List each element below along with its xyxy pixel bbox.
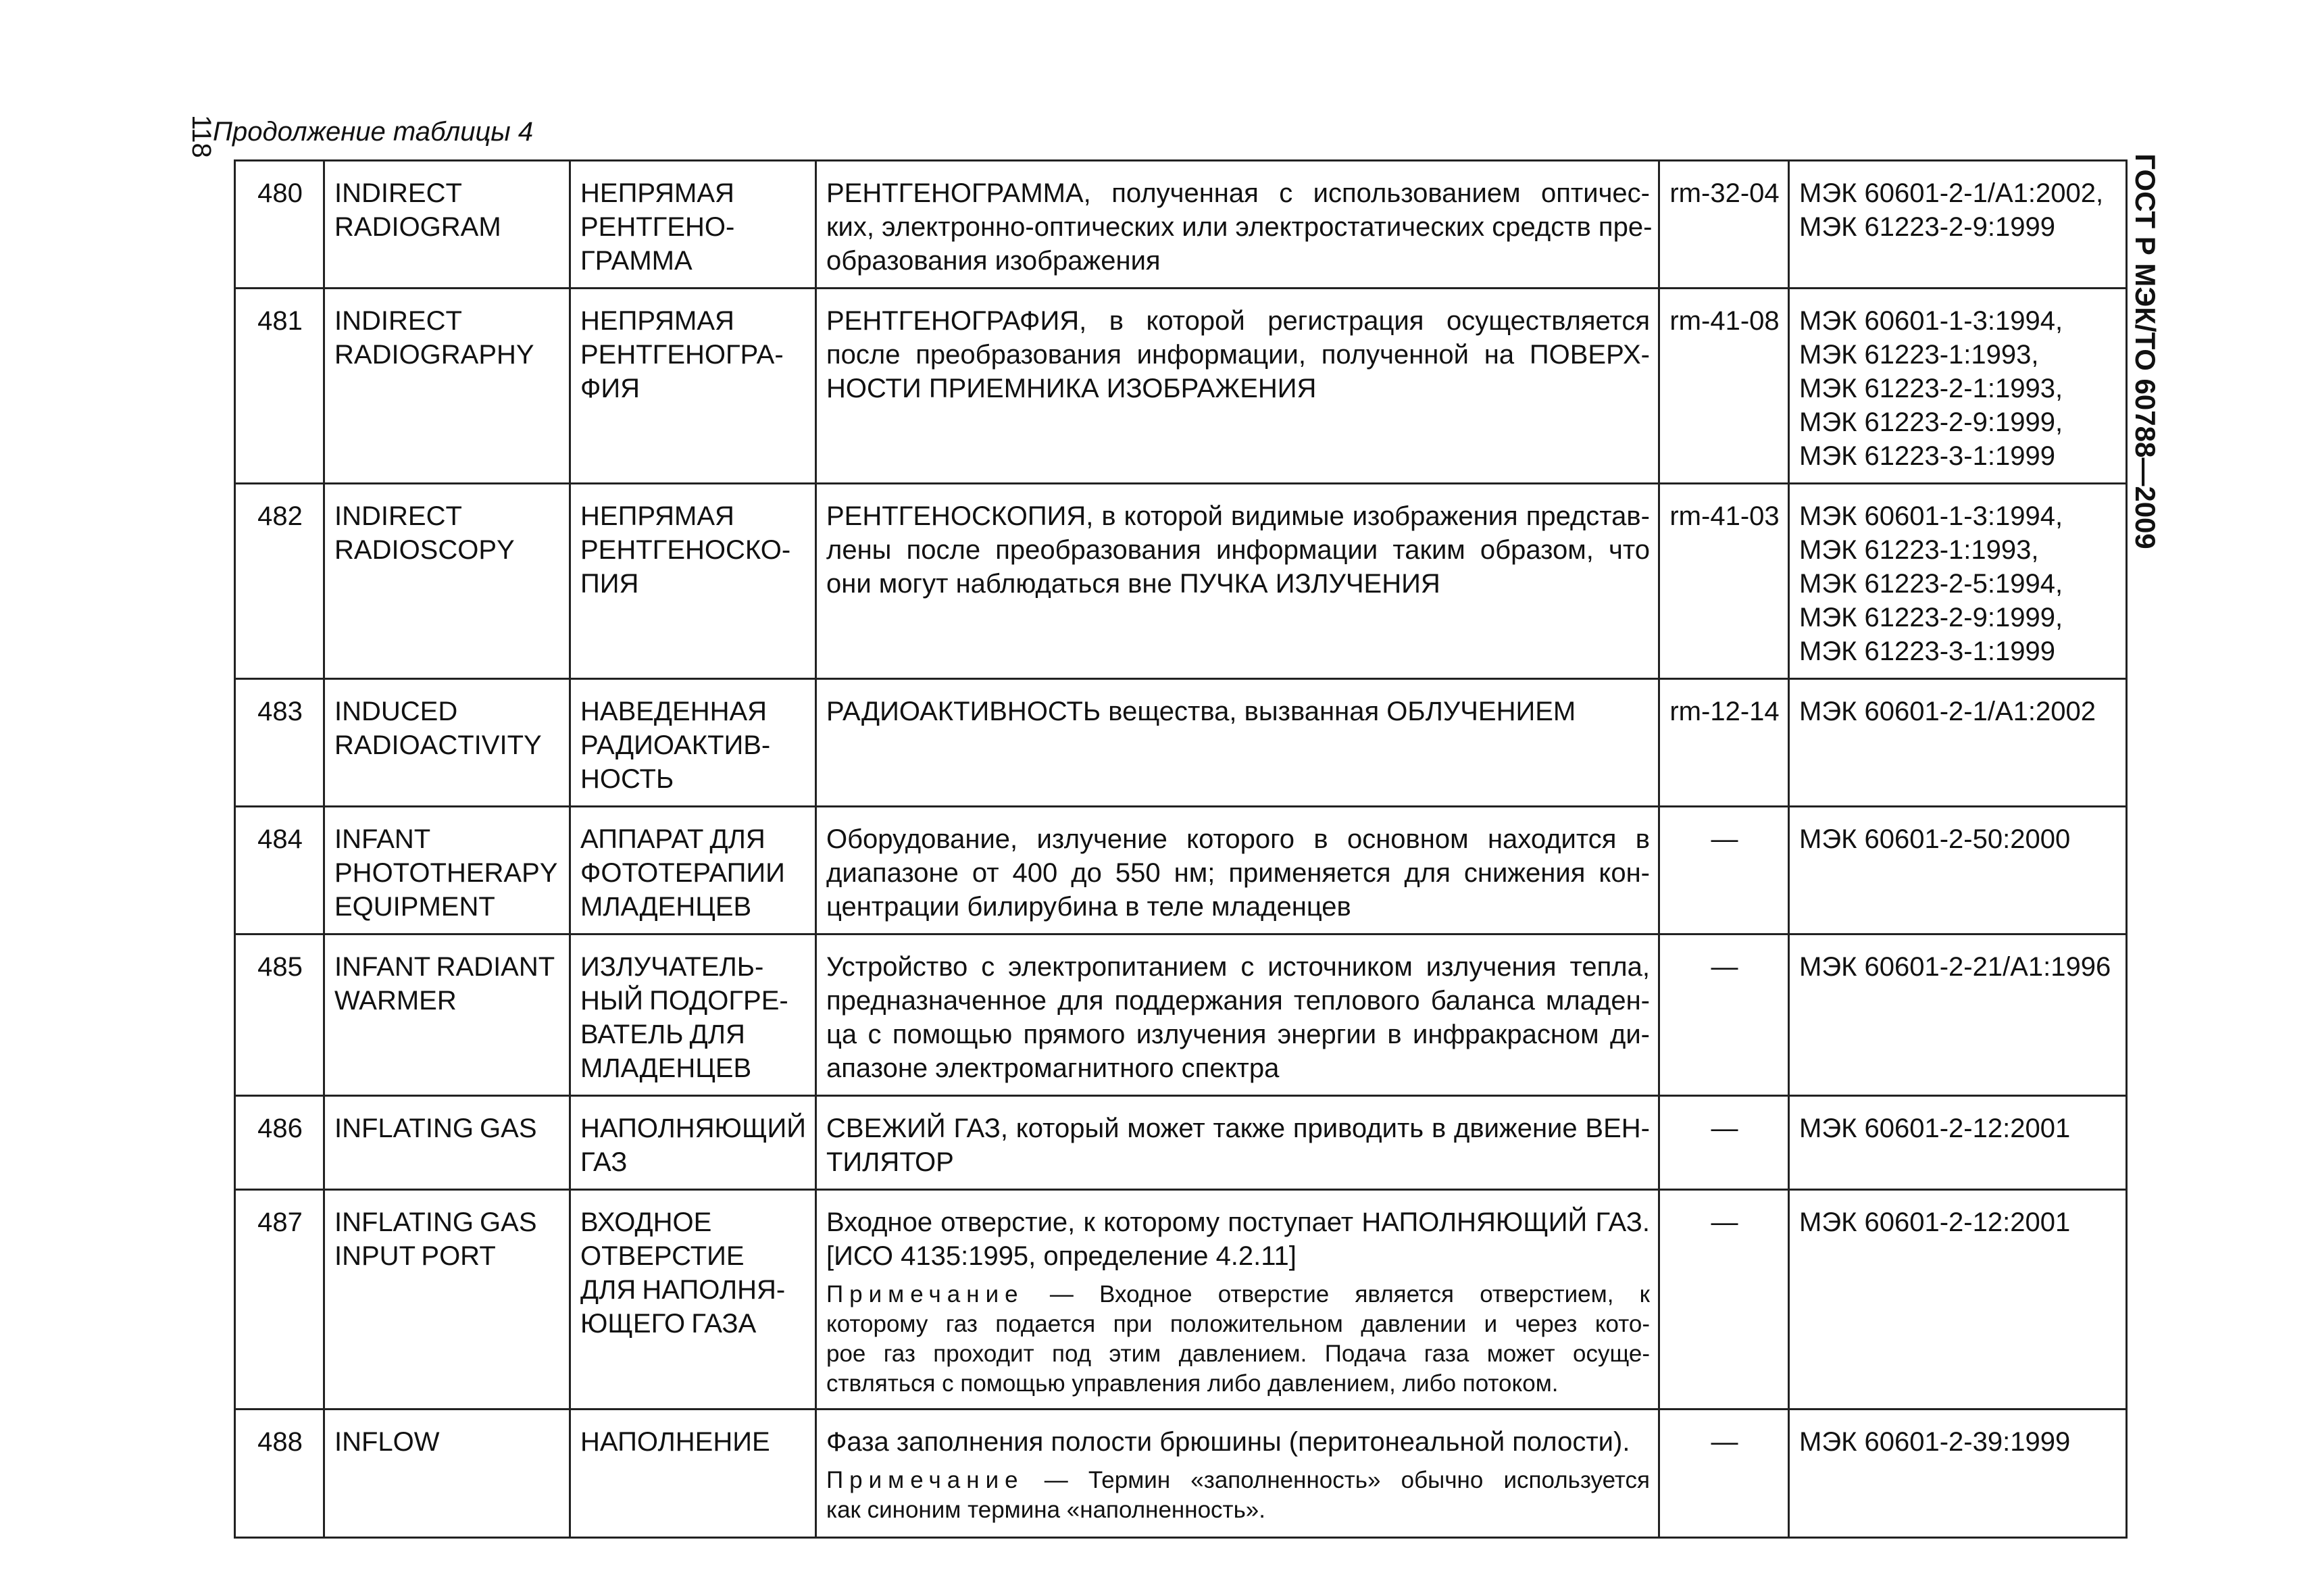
note-line	[826, 1280, 1650, 1310]
term-russian-line: РЕНТГЕНО-	[580, 212, 735, 242]
term-russian-line: МЛАДЕНЦЕВ	[580, 892, 752, 922]
term-russian	[570, 484, 816, 679]
term-russian-line: АППАРАТ ДЛЯ	[580, 824, 765, 854]
term-code: rm-12-14	[1659, 679, 1789, 807]
term-definition	[816, 1096, 1659, 1190]
term-russian-line: РАДИОАКТИВ-	[580, 730, 771, 760]
note-line: ствляться с помощью управления либо давлением, либо потоком.	[826, 1370, 1559, 1397]
definition-line: РЕНТГЕНОСКОПИЯ, в которой видимые изображения представ-	[826, 501, 1650, 531]
term-russian	[570, 1096, 816, 1190]
term-number: 488	[235, 1410, 324, 1538]
term-definition	[816, 161, 1659, 289]
note-prefix: Примечание	[826, 1467, 1024, 1493]
definition-line: предназначенное для поддержания теплового баланса младен-	[826, 986, 1650, 1016]
reference-line: МЭК 60601-1-3:1994,	[1799, 306, 2063, 336]
table-row	[235, 484, 2127, 679]
term-english	[324, 289, 570, 484]
table-row	[235, 1096, 2127, 1190]
definition-line: РЕНТГЕНОГРАММА, полученная с использованием оптичес-	[826, 178, 1650, 208]
term-russian-line: РЕНТГЕНОГРА-	[580, 340, 784, 370]
term-definition	[816, 679, 1659, 807]
note-text: — Входное отверстие является отверстием, к	[1024, 1281, 1650, 1307]
reference-line: МЭК 60601-2-12:2001	[1799, 1114, 2071, 1143]
table-row	[235, 934, 2127, 1096]
term-russian-line: НАВЕДЕННАЯ	[580, 697, 768, 726]
term-references	[1789, 1190, 2127, 1410]
term-english-line: PHOTOTHERAPY	[334, 858, 558, 888]
note-line: которому газ подается при положительном давлении и через кото-	[826, 1311, 1650, 1337]
term-references	[1789, 484, 2127, 679]
definition-line: РАДИОАКТИВНОСТЬ вещества, вызванная ОБЛУЧЕНИЕМ	[826, 697, 1576, 726]
term-definition	[816, 1190, 1659, 1410]
table-row	[235, 161, 2127, 289]
definition-line: Устройство с электропитанием с источником излучения тепла,	[826, 952, 1650, 982]
term-russian-line: РЕНТГЕНОСКО-	[580, 535, 791, 565]
note-text: — Термин «заполненность» обычно используется	[1024, 1467, 1650, 1493]
term-number: 487	[235, 1190, 324, 1410]
term-code: —	[1659, 807, 1789, 934]
term-english	[324, 1410, 570, 1538]
definition-line: после преобразования информации, полученной на ПОВЕРХ-	[826, 340, 1650, 370]
definition-line: Оборудование, излучение которого в основном находится в	[826, 824, 1650, 854]
page-number: 118	[186, 115, 216, 158]
definition-line: НОСТИ ПРИЕМНИКА ИЗОБРАЖЕНИЯ	[826, 374, 1317, 403]
term-russian-line: НОСТЬ	[580, 764, 674, 794]
term-russian-line: ПИЯ	[580, 569, 639, 599]
definition-line: ца с помощью прямого излучения энергии в инфракрасном ди-	[826, 1020, 1650, 1049]
reference-line: МЭК 60601-2-1/А1:2002	[1799, 697, 2096, 726]
term-english-line: RADIOSCOPY	[334, 535, 515, 565]
term-references	[1789, 807, 2127, 934]
table-row	[235, 679, 2127, 807]
term-english	[324, 1190, 570, 1410]
term-russian-line: ИЗЛУЧАТЕЛЬ-	[580, 952, 764, 982]
term-russian-line: НАПОЛНЯЮЩИЙ	[580, 1114, 806, 1143]
definition-line: СВЕЖИЙ ГАЗ, который может также приводить в движение ВЕН-	[826, 1114, 1650, 1143]
term-references	[1789, 161, 2127, 289]
term-russian	[570, 1410, 816, 1538]
term-russian-line: ВХОДНОЕ	[580, 1207, 712, 1237]
reference-line: МЭК 60601-1-3:1994,	[1799, 501, 2063, 531]
definition-line: центрации билирубина в теле младенцев	[826, 892, 1351, 922]
note-line: рое газ проходит под этим давлением. Подача газа может осуще-	[826, 1341, 1650, 1367]
term-number: 482	[235, 484, 324, 679]
reference-line: МЭК 61223-3-1:1999	[1799, 637, 2055, 666]
table-continuation-caption: Продолжение таблицы 4	[213, 117, 534, 147]
term-russian-line: ФИЯ	[580, 374, 640, 403]
term-english-line: INFLATING GAS	[334, 1207, 537, 1237]
term-number: 483	[235, 679, 324, 807]
term-english-line: RADIOACTIVITY	[334, 730, 542, 760]
reference-line: МЭК 60601-2-12:2001	[1799, 1207, 2071, 1237]
term-number: 486	[235, 1096, 324, 1190]
term-references	[1789, 934, 2127, 1096]
term-code: —	[1659, 934, 1789, 1096]
term-references	[1789, 1410, 2127, 1538]
term-russian	[570, 161, 816, 289]
term-english	[324, 484, 570, 679]
term-russian-line: ГАЗ	[580, 1147, 628, 1177]
definition-note	[826, 1280, 1650, 1399]
reference-line: МЭК 61223-1:1993,	[1799, 340, 2039, 370]
table-row	[235, 1410, 2127, 1538]
term-russian	[570, 289, 816, 484]
definition-line: Фаза заполнения полости брюшины (перитонеальной полости).	[826, 1427, 1630, 1457]
reference-line: МЭК 61223-2-5:1994,	[1799, 569, 2063, 599]
term-number: 480	[235, 161, 324, 289]
reference-line: МЭК 60601-2-39:1999	[1799, 1427, 2071, 1457]
term-english	[324, 679, 570, 807]
term-russian	[570, 807, 816, 934]
term-russian-line: ОТВЕРСТИЕ	[580, 1241, 745, 1271]
reference-line: МЭК 60601-2-21/А1:1996	[1799, 952, 2111, 982]
definition-line: [ИСО 4135:1995, определение 4.2.11]	[826, 1241, 1297, 1271]
term-references	[1789, 679, 2127, 807]
term-english-line: RADIOGRAPHY	[334, 340, 534, 370]
term-russian	[570, 679, 816, 807]
definition-line: диапазоне от 400 до 550 нм; применяется для снижения кон-	[826, 858, 1650, 888]
term-english-line: INFLATING GAS	[334, 1114, 537, 1143]
term-code: rm-41-08	[1659, 289, 1789, 484]
term-russian-line: МЛАДЕНЦЕВ	[580, 1053, 752, 1083]
term-references	[1789, 1096, 2127, 1190]
term-english-line: INDIRECT	[334, 306, 462, 336]
term-code: —	[1659, 1096, 1789, 1190]
note-line: как синоним термина «наполненность».	[826, 1497, 1265, 1523]
term-russian	[570, 1190, 816, 1410]
note-prefix: Примечание	[826, 1281, 1024, 1307]
reference-line: МЭК 61223-2-9:1999	[1799, 212, 2055, 242]
definition-line: ких, электронно-оптических или электростатических средств пре-	[826, 212, 1653, 242]
term-references	[1789, 289, 2127, 484]
term-english-line: EQUIPMENT	[334, 892, 495, 922]
term-definition	[816, 934, 1659, 1096]
term-number: 484	[235, 807, 324, 934]
term-code: rm-32-04	[1659, 161, 1789, 289]
note-line	[826, 1466, 1650, 1495]
reference-line: МЭК 61223-3-1:1999	[1799, 441, 2055, 471]
term-english-line: INDIRECT	[334, 178, 462, 208]
definition-line: апазоне электромагнитного спектра	[826, 1053, 1280, 1083]
table-row	[235, 807, 2127, 934]
term-russian-line: НЕПРЯМАЯ	[580, 306, 734, 336]
reference-line: МЭК 61223-2-1:1993,	[1799, 374, 2063, 403]
term-english	[324, 807, 570, 934]
reference-line: МЭК 60601-2-50:2000	[1799, 824, 2071, 854]
term-russian-line: НЕПРЯМАЯ	[580, 501, 734, 531]
term-english-line: RADIOGRAM	[334, 212, 501, 242]
term-russian-line: ФОТОТЕРАПИИ	[580, 858, 785, 888]
term-english-line: INPUT PORT	[334, 1241, 496, 1271]
reference-line: МЭК 60601-2-1/А1:2002,	[1799, 178, 2104, 208]
term-definition	[816, 484, 1659, 679]
term-english-line: INFANT RADIANT	[334, 952, 555, 982]
terms-table	[234, 159, 2128, 1539]
term-number: 481	[235, 289, 324, 484]
definition-line: РЕНТГЕНОГРАФИЯ, в которой регистрация осуществляется	[826, 306, 1650, 336]
term-english-line: WARMER	[334, 986, 457, 1016]
definition-line: они могут наблюдаться вне ПУЧКА ИЗЛУЧЕНИЯ	[826, 569, 1440, 599]
definition-note	[826, 1466, 1650, 1525]
term-english	[324, 161, 570, 289]
term-russian-line: ВАТЕЛЬ ДЛЯ	[580, 1020, 745, 1049]
term-number: 485	[235, 934, 324, 1096]
reference-line: МЭК 61223-1:1993,	[1799, 535, 2039, 565]
term-russian-line: НЕПРЯМАЯ	[580, 178, 734, 208]
term-english-line: INDUCED	[334, 697, 458, 726]
term-russian-line: НЫЙ ПОДОГРЕ-	[580, 986, 788, 1016]
definition-line: Входное отверстие, к которому поступает НАПОЛНЯЮЩИЙ ГАЗ.	[826, 1207, 1650, 1237]
term-russian-line: НАПОЛНЕНИЕ	[580, 1427, 770, 1457]
term-code: —	[1659, 1190, 1789, 1410]
definition-line: образования изображения	[826, 246, 1161, 276]
terms-table-body	[235, 161, 2127, 1538]
reference-line: МЭК 61223-2-9:1999,	[1799, 407, 2063, 437]
term-russian	[570, 934, 816, 1096]
definition-line: лены после преобразования информации таким образом, что	[826, 535, 1650, 565]
term-english	[324, 934, 570, 1096]
term-definition	[816, 807, 1659, 934]
term-english	[324, 1096, 570, 1190]
term-russian-line: ЮЩЕГО ГАЗА	[580, 1309, 757, 1339]
term-russian-line: ДЛЯ НАПОЛНЯ-	[580, 1275, 786, 1305]
term-russian-line: ГРАММА	[580, 246, 693, 276]
term-english-line: INDIRECT	[334, 501, 462, 531]
term-english-line: INFLOW	[334, 1427, 440, 1457]
term-definition	[816, 1410, 1659, 1538]
definition-line: ТИЛЯТОР	[826, 1147, 954, 1177]
term-definition	[816, 289, 1659, 484]
term-code: rm-41-03	[1659, 484, 1789, 679]
table-row	[235, 1190, 2127, 1410]
reference-line: МЭК 61223-2-9:1999,	[1799, 603, 2063, 632]
table-row	[235, 289, 2127, 484]
term-code: —	[1659, 1410, 1789, 1538]
term-english-line: INFANT	[334, 824, 431, 854]
document-code: ГОСТ Р МЭК/ТО 60788—2009	[2130, 153, 2161, 549]
